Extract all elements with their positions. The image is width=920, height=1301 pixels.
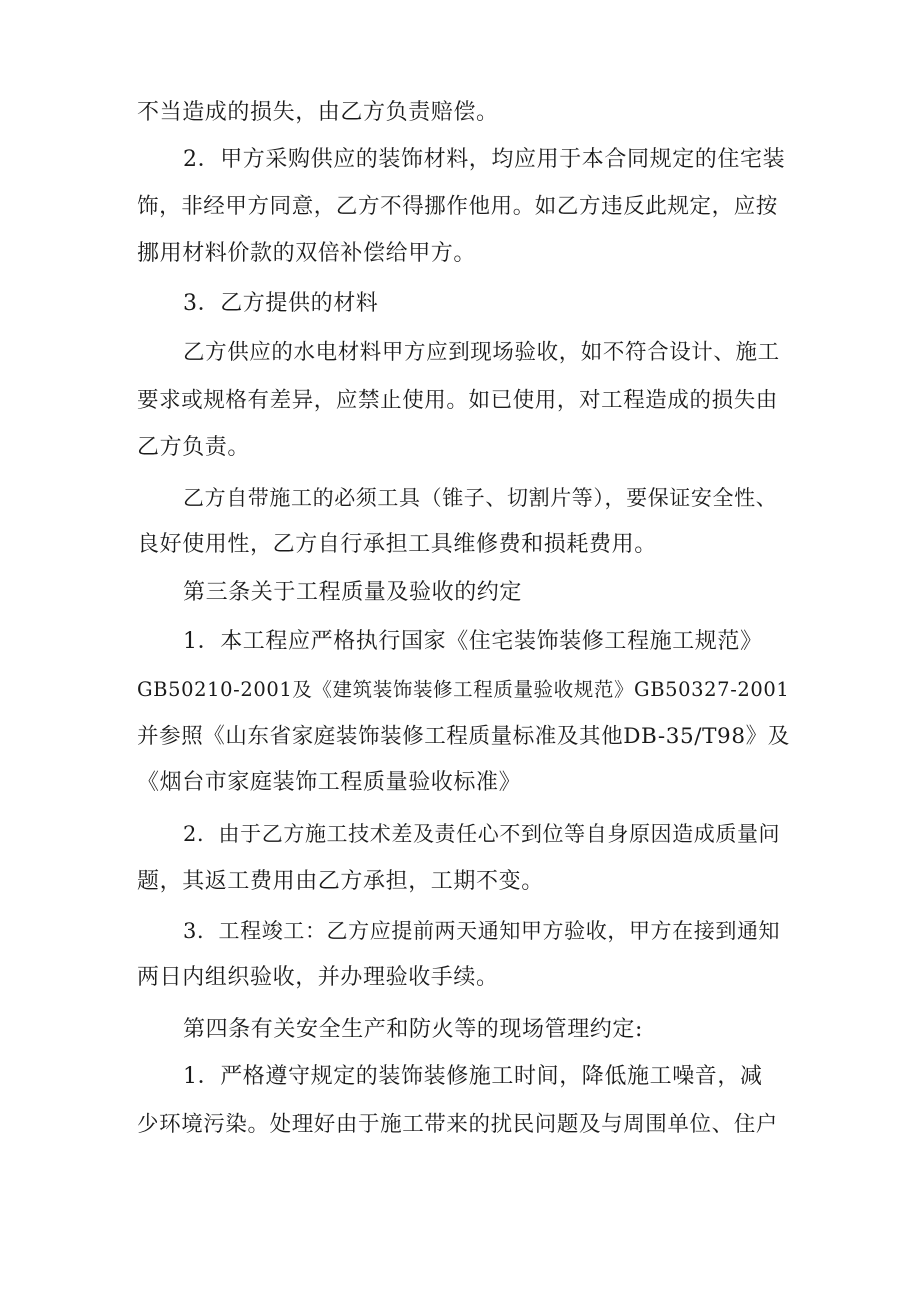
section-heading: 第四条有关安全生产和防火等的现场管理约定: — [183, 1017, 644, 1042]
paragraph-line: 乙方负责。 — [137, 435, 251, 460]
paragraph-line: 2．由于乙方施工技术差及责任心不到位等自身原因造成质量问 — [183, 822, 781, 846]
paragraph-line: 挪用材料价款的双倍补偿给甲方。 — [137, 241, 477, 266]
paragraph-line: 饰，非经甲方同意，乙方不得挪作他用。如乙方违反此规定，应按 — [137, 194, 778, 219]
paragraph-line: 《烟台市家庭装饰工程质量验收标准》 — [137, 770, 522, 795]
paragraph-line: 并参照《山东省家庭装饰装修工程质量标准及其他DB-35/T98》及 — [137, 724, 790, 749]
paragraph-line: GB50210-2001及《建筑装饰装修工程质量验收规范》GB50327-2001 — [137, 678, 790, 701]
paragraph-line: 乙方自带施工的必须工具（锥子、切割片等），要保证安全性、 — [183, 486, 778, 510]
paragraph-line: 3．工程竣工：乙方应提前两天通知甲方验收，甲方在接到通知 — [183, 919, 781, 943]
paragraph-line: 要求或规格有差异，应禁止使用。如已使用，对工程造成的损失由 — [137, 388, 778, 413]
paragraph-line: 1．严格遵守规定的装饰装修施工时间，降低施工噪音，减 — [183, 1064, 763, 1089]
paragraph-line: 2．甲方采购供应的装饰材料，均应用于本合同规定的住宅装 — [183, 147, 786, 172]
paragraph-line: 3．乙方提供的材料 — [183, 291, 379, 316]
paragraph-line: 不当造成的损失，由乙方负责赔偿。 — [137, 100, 499, 125]
paragraph-line: 乙方供应的水电材料甲方应到现场验收，如不符合设计、施工 — [183, 340, 780, 365]
paragraph-line: 两日内组织验收，并办理验收手续。 — [137, 965, 499, 990]
paragraph-line: 1．本工程应严格执行国家《住宅装饰装修工程施工规范》 — [183, 629, 763, 654]
paragraph-line: 少环境污染。处理好由于施工带来的扰民问题及与周围单位、住户 — [137, 1112, 778, 1137]
paragraph-line: 题，其返工费用由乙方承担，工期不变。 — [137, 869, 544, 894]
section-heading: 第三条关于工程质量及验收的约定 — [183, 580, 523, 605]
paragraph-line: 良好使用性，乙方自行承担工具维修费和损耗费用。 — [137, 532, 657, 557]
